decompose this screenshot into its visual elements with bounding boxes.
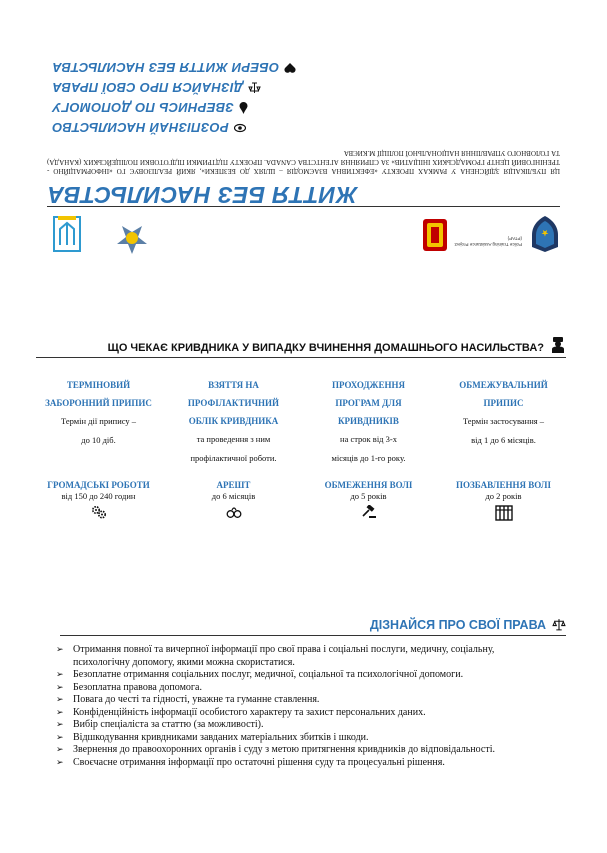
- call-seek-help: ЗВЕРНИСЬ ПО ДОПОМОГУ: [52, 98, 312, 118]
- police-logo-icon: [530, 215, 560, 253]
- rights-list: [56, 644, 546, 769]
- trident-emblem-icon: [52, 213, 82, 253]
- rights-section-title: ДІЗНАЙСЯ ПРО СВОЇ ПРАВА: [369, 617, 546, 632]
- drop-icon: [239, 102, 248, 114]
- list-item: ➢ Безоплатне отримання соціальних послуг, медичної, соціальної та психологічної допомоги.: [56, 669, 464, 680]
- publication-note: ЦЯ ПУБЛІКАЦІЯ ЗДІЙСНЕНА У РАМКАХ ПРОЕКТУ «ЕФЕКТИВНА ВЗАЄМОДІЯ – ШЛЯХ ДО БЕЗПЕКИ», ЯКИЙ РЕАЛІЗОВУЄ ГО «ІНФОРМАЦІЙНО - ТРЕНІНГОВИЙ ЦЕНТР ГРОМАДСЬКИХ ІНІЦІАТИВ» ЗА СПРИЯННЯ АГЕНТСТВА CANADA. ПРОЕКТУ ПІДТРИМКИ ПІДГОТОВКИ ПОЛІЦЕЙСЬКИХ (КАНАДА) ТА ГОЛОВНОГО УПРАВЛІННЯ НАЦІОНАЛЬНОЇ ПОЛІЦІЇ М.КИЄВА: [47, 149, 560, 175]
- list-item: ➢ Вибір спеціаліста за статтю (за можливості).: [56, 719, 264, 730]
- rights-section-header: [60, 616, 566, 636]
- national-police-star-icon: [114, 219, 150, 255]
- measure-restrictive-order: ОБМЕЖУВАЛЬНИЙ ПРИПИС Термін застосування – від 1 до 6 місяців.: [459, 380, 548, 445]
- scales-icon: [552, 618, 566, 631]
- ptap-label: Police Training Assistance Project (PTAP): [454, 236, 522, 247]
- criminal-sanctions: [36, 480, 566, 526]
- list-item: ➢ Своєчасне отримання інформації про остаточні рішення суду та процесуальні рішення.: [56, 756, 445, 768]
- protective-measures: [36, 376, 566, 471]
- offender-section-title: ЩО ЧЕКАЄ КРИВДНИКА У ВИПАДКУ ВЧИНЕННЯ ДОМАШНЬОГО НАСИЛЬСТВА?: [107, 342, 544, 354]
- logo-row: [47, 207, 560, 255]
- offender-section-header: [36, 330, 566, 358]
- list-item: ➢ Безоплатна правова допомога.: [56, 681, 202, 693]
- sanction-community-service: ГРОМАДСЬКІ РОБОТИ від 150 до 240 годин: [36, 480, 161, 526]
- heart-icon: [284, 63, 296, 73]
- eye-icon: [234, 123, 246, 133]
- sanction-restriction-of-liberty: ОБМЕЖЕННЯ ВОЛІ до 5 років: [306, 480, 431, 526]
- handcuffs-icon: [226, 505, 242, 519]
- measure-emergency-restraining-order: ТЕРМІНОВИЙ ЗАБОРОННИЙ ПРИПИС Термін дії припису – до 10 діб.: [45, 380, 152, 445]
- scales-icon: [248, 82, 261, 94]
- prison-bars-icon: [495, 505, 513, 521]
- flyer-top-fold: [0, 0, 607, 270]
- gears-icon: [91, 505, 107, 519]
- list-item: ➢ Звернення до правоохоронних органів і суду з метою притягнення кривдників до відповідальності.: [56, 744, 495, 755]
- list-item: ➢ Отримання повної та вичерпної інформації про свої права і соціальні послуги, медичну, соціальну, психологічну допомогу, якими можна скористатися.: [56, 644, 495, 668]
- list-item: ➢ Повага до честі та гідності, уважне та гуманне ставлення.: [56, 694, 320, 705]
- flyer-main-title: ЖИТТЯ БЕЗ НАСИЛЬСТВА: [47, 182, 358, 208]
- measure-preventive-registration: ВЗЯТТЯ НА ПРОФІЛАКТИЧНИЙ ОБЛІК КРИВДНИКА та проведення з ним профілактичної роботи.: [187, 380, 280, 463]
- call-choose-life-without-violence: ОБЕРИ ЖИТТЯ БЕЗ НАСИЛЬСТВА: [52, 58, 312, 78]
- gavel-icon: [361, 505, 377, 519]
- call-know-rights: ДІЗНАЙСЯ ПРО СВОЇ ПРАВА: [52, 78, 312, 98]
- list-item: ➢ Конфіденційність інформації особистого характеру та захист персональних даних.: [56, 706, 426, 718]
- measure-offender-programs: ПРОХОДЖЕННЯ ПРОГРАМ ДЛЯ КРИВДНИКІВ на строк від 3-х місяців до 1-го року.: [331, 380, 406, 463]
- ptap-logo-icon: [422, 218, 448, 252]
- sanction-imprisonment: ПОЗБАВЛЕННЯ ВОЛІ до 2 років: [441, 480, 566, 526]
- list-item: ➢ Відшкодування кривдниками завданих матеріальних збитків і шкоди.: [56, 731, 369, 743]
- sanction-arrest: АРЕШТ до 6 місяців: [171, 480, 296, 526]
- call-recognize-violence: РОЗПІЗНАЙ НАСИЛЬСТВО: [52, 118, 312, 138]
- svg-text:★: ★: [540, 227, 550, 237]
- judge-icon: [550, 336, 566, 354]
- call-to-action-list: [52, 58, 312, 138]
